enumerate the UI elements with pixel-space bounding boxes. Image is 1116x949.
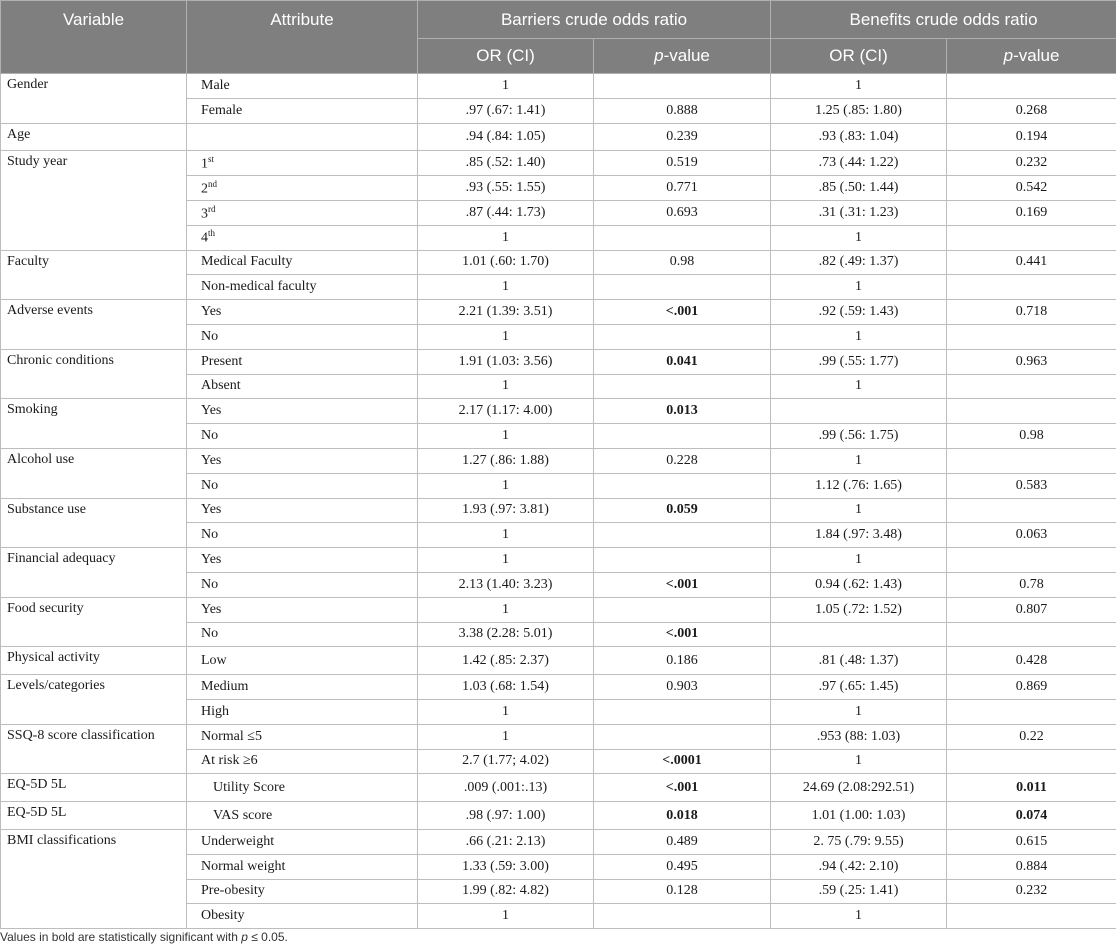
table-row bbox=[1, 123, 1116, 151]
cell-barriers-p-value: 0.228 bbox=[594, 448, 771, 473]
attribute-text: Non-medical faculty bbox=[201, 279, 317, 295]
cell-barriers-p-value bbox=[594, 74, 771, 99]
cell-benefits-p-value: 0.22 bbox=[947, 724, 1116, 749]
cell-benefits-or-ci: 1.84 (.97: 3.48) bbox=[771, 523, 947, 548]
cell-variable: SSQ-8 score classification bbox=[1, 724, 187, 774]
cell-barriers-p-value: 0.693 bbox=[594, 200, 771, 225]
table-row bbox=[1, 151, 1116, 176]
cell-benefits-or-ci: .92 (.59: 1.43) bbox=[771, 300, 947, 325]
cell-attribute bbox=[187, 349, 418, 374]
cell-variable: Adverse events bbox=[1, 300, 187, 350]
cell-benefits-or-ci bbox=[771, 399, 947, 424]
cell-barriers-or-ci: 1.03 (.68: 1.54) bbox=[418, 675, 594, 700]
cell-attribute bbox=[187, 498, 418, 523]
table-row bbox=[1, 597, 1116, 622]
cell-attribute bbox=[187, 424, 418, 449]
cell-variable: Smoking bbox=[1, 399, 187, 449]
cell-benefits-or-ci: 1 bbox=[771, 324, 947, 349]
table-row bbox=[1, 647, 1116, 675]
cell-attribute bbox=[187, 473, 418, 498]
cell-barriers-or-ci: 2.17 (1.17: 4.00) bbox=[418, 399, 594, 424]
cell-barriers-or-ci: .98 (.97: 1.00) bbox=[418, 802, 594, 830]
cell-variable: Financial adequacy bbox=[1, 548, 187, 598]
cell-attribute bbox=[187, 300, 418, 325]
table-row bbox=[1, 250, 1116, 275]
ordinal-suffix: rd bbox=[208, 203, 216, 214]
cell-benefits-or-ci: .82 (.49: 1.37) bbox=[771, 250, 947, 275]
p-suffix: -value bbox=[1013, 46, 1060, 65]
header-benefits-p-value bbox=[947, 39, 1116, 74]
cell-variable: BMI classifications bbox=[1, 829, 187, 928]
cell-variable: Study year bbox=[1, 151, 187, 250]
p-italic: p bbox=[654, 46, 664, 65]
cell-barriers-p-value: <.001 bbox=[594, 300, 771, 325]
cell-benefits-p-value: 0.428 bbox=[947, 647, 1116, 675]
cell-barriers-or-ci: 1 bbox=[418, 275, 594, 300]
cell-benefits-p-value: 0.011 bbox=[947, 774, 1116, 802]
cell-variable: Substance use bbox=[1, 498, 187, 548]
cell-attribute bbox=[187, 724, 418, 749]
cell-barriers-or-ci: 1 bbox=[418, 904, 594, 929]
cell-attribute bbox=[187, 250, 418, 275]
cell-benefits-p-value bbox=[947, 374, 1116, 399]
cell-barriers-or-ci: 1.33 (.59: 3.00) bbox=[418, 854, 594, 879]
cell-attribute bbox=[187, 572, 418, 597]
cell-barriers-p-value bbox=[594, 374, 771, 399]
cell-barriers-p-value: 0.888 bbox=[594, 98, 771, 123]
cell-benefits-p-value bbox=[947, 548, 1116, 573]
cell-benefits-p-value: 0.884 bbox=[947, 854, 1116, 879]
table-body bbox=[1, 74, 1116, 929]
cell-attribute bbox=[187, 123, 418, 151]
cell-benefits-p-value: 0.615 bbox=[947, 829, 1116, 854]
cell-barriers-p-value bbox=[594, 275, 771, 300]
attribute-text: No bbox=[201, 626, 219, 642]
cell-benefits-or-ci: .94 (.42: 2.10) bbox=[771, 854, 947, 879]
cell-variable: Levels/categories bbox=[1, 675, 187, 725]
cell-benefits-p-value: 0.169 bbox=[947, 200, 1116, 225]
cell-barriers-or-ci: .97 (.67: 1.41) bbox=[418, 98, 594, 123]
cell-attribute bbox=[187, 802, 418, 830]
cell-barriers-or-ci: 2.13 (1.40: 3.23) bbox=[418, 572, 594, 597]
footnote bbox=[0, 930, 288, 944]
header-benefits-or-ci: OR (CI) bbox=[771, 39, 947, 74]
cell-barriers-or-ci: 1 bbox=[418, 597, 594, 622]
cell-variable: Chronic conditions bbox=[1, 349, 187, 399]
header-barriers-p-value bbox=[594, 39, 771, 74]
attribute-text: Absent bbox=[201, 378, 241, 394]
cell-benefits-or-ci: 1.01 (1.00: 1.03) bbox=[771, 802, 947, 830]
cell-benefits-or-ci: 24.69 (2.08:292.51) bbox=[771, 774, 947, 802]
header-barriers-or-ci: OR (CI) bbox=[418, 39, 594, 74]
cell-barriers-or-ci: 2.7 (1.77; 4.02) bbox=[418, 749, 594, 774]
cell-barriers-p-value: 0.239 bbox=[594, 123, 771, 151]
cell-barriers-or-ci: 1 bbox=[418, 548, 594, 573]
header-benefits: Benefits crude odds ratio bbox=[771, 1, 1116, 39]
cell-benefits-p-value bbox=[947, 699, 1116, 724]
cell-benefits-p-value: 0.194 bbox=[947, 123, 1116, 151]
cell-barriers-p-value bbox=[594, 724, 771, 749]
cell-benefits-or-ci: .59 (.25: 1.41) bbox=[771, 879, 947, 904]
cell-variable: Alcohol use bbox=[1, 448, 187, 498]
attribute-text: No bbox=[201, 527, 219, 543]
cell-attribute bbox=[187, 829, 418, 854]
cell-barriers-or-ci: .009 (.001:.13) bbox=[418, 774, 594, 802]
table-row bbox=[1, 74, 1116, 99]
cell-attribute bbox=[187, 200, 418, 225]
attribute-text: Utility Score bbox=[213, 779, 285, 795]
attribute-text: Obesity bbox=[201, 908, 245, 924]
attribute-text: Normal ≤5 bbox=[201, 728, 262, 744]
cell-barriers-or-ci: .87 (.44: 1.73) bbox=[418, 200, 594, 225]
cell-attribute bbox=[187, 548, 418, 573]
cell-barriers-or-ci: 1.42 (.85: 2.37) bbox=[418, 647, 594, 675]
cell-benefits-or-ci: .99 (.56: 1.75) bbox=[771, 424, 947, 449]
cell-barriers-or-ci: 1 bbox=[418, 74, 594, 99]
cell-attribute bbox=[187, 647, 418, 675]
footnote-suffix: ≤ 0.05. bbox=[247, 930, 288, 944]
cell-barriers-p-value bbox=[594, 699, 771, 724]
attribute-text: Yes bbox=[201, 502, 222, 518]
attribute-text: 3 bbox=[201, 206, 208, 222]
attribute-text: Yes bbox=[201, 552, 222, 568]
cell-benefits-p-value: 0.963 bbox=[947, 349, 1116, 374]
cell-variable: Faculty bbox=[1, 250, 187, 300]
cell-benefits-or-ci: 1.25 (.85: 1.80) bbox=[771, 98, 947, 123]
cell-benefits-or-ci: .93 (.83: 1.04) bbox=[771, 123, 947, 151]
cell-benefits-p-value: 0.232 bbox=[947, 151, 1116, 176]
cell-benefits-p-value bbox=[947, 904, 1116, 929]
attribute-text: High bbox=[201, 703, 229, 719]
cell-attribute bbox=[187, 275, 418, 300]
attribute-text: No bbox=[201, 477, 219, 493]
cell-barriers-p-value: <.001 bbox=[594, 622, 771, 647]
cell-benefits-or-ci: 2. 75 (.79: 9.55) bbox=[771, 829, 947, 854]
attribute-text: Medical Faculty bbox=[201, 254, 293, 270]
cell-barriers-or-ci: .85 (.52: 1.40) bbox=[418, 151, 594, 176]
cell-barriers-or-ci: 1 bbox=[418, 523, 594, 548]
cell-barriers-p-value: 0.186 bbox=[594, 647, 771, 675]
cell-attribute bbox=[187, 622, 418, 647]
cell-barriers-p-value bbox=[594, 424, 771, 449]
attribute-text: 1 bbox=[201, 156, 208, 172]
table-row bbox=[1, 829, 1116, 854]
cell-barriers-or-ci: 1 bbox=[418, 699, 594, 724]
cell-barriers-or-ci: 1 bbox=[418, 473, 594, 498]
cell-benefits-or-ci: 1 bbox=[771, 275, 947, 300]
cell-barriers-p-value: 0.903 bbox=[594, 675, 771, 700]
cell-attribute bbox=[187, 749, 418, 774]
cell-benefits-or-ci: .73 (.44: 1.22) bbox=[771, 151, 947, 176]
cell-benefits-or-ci: 1 bbox=[771, 749, 947, 774]
cell-attribute bbox=[187, 98, 418, 123]
cell-benefits-or-ci: 1 bbox=[771, 374, 947, 399]
cell-benefits-or-ci: 1 bbox=[771, 548, 947, 573]
cell-barriers-or-ci: .93 (.55: 1.55) bbox=[418, 176, 594, 201]
attribute-text: At risk ≥6 bbox=[201, 753, 258, 769]
cell-benefits-p-value: 0.807 bbox=[947, 597, 1116, 622]
attribute-text: 4 bbox=[201, 231, 208, 246]
table-row bbox=[1, 399, 1116, 424]
attribute-text: No bbox=[201, 576, 219, 592]
cell-benefits-p-value: 0.063 bbox=[947, 523, 1116, 548]
header-variable: Variable bbox=[1, 1, 187, 74]
cell-benefits-or-ci: 1 bbox=[771, 448, 947, 473]
cell-attribute bbox=[187, 324, 418, 349]
cell-barriers-p-value: 0.495 bbox=[594, 854, 771, 879]
attribute-text: Medium bbox=[201, 679, 249, 695]
cell-barriers-or-ci: 1 bbox=[418, 225, 594, 250]
cell-barriers-p-value bbox=[594, 473, 771, 498]
cell-benefits-p-value: 0.718 bbox=[947, 300, 1116, 325]
ordinal-suffix: th bbox=[208, 228, 216, 239]
cell-benefits-or-ci: 1 bbox=[771, 904, 947, 929]
cell-benefits-p-value bbox=[947, 324, 1116, 349]
table-row bbox=[1, 448, 1116, 473]
cell-barriers-p-value: 0.059 bbox=[594, 498, 771, 523]
cell-barriers-p-value bbox=[594, 324, 771, 349]
cell-attribute bbox=[187, 904, 418, 929]
cell-benefits-or-ci: 1 bbox=[771, 225, 947, 250]
cell-barriers-or-ci: 1.91 (1.03: 3.56) bbox=[418, 349, 594, 374]
cell-barriers-p-value bbox=[594, 548, 771, 573]
cell-benefits-or-ci: .953 (88: 1.03) bbox=[771, 724, 947, 749]
cell-attribute bbox=[187, 74, 418, 99]
ordinal-suffix: nd bbox=[208, 178, 217, 189]
cell-attribute bbox=[187, 879, 418, 904]
attribute-text: Yes bbox=[201, 403, 222, 419]
cell-benefits-p-value: 0.98 bbox=[947, 424, 1116, 449]
cell-barriers-p-value bbox=[594, 225, 771, 250]
cell-variable: Age bbox=[1, 123, 187, 151]
cell-barriers-or-ci: 1.01 (.60: 1.70) bbox=[418, 250, 594, 275]
attribute-text: Yes bbox=[201, 601, 222, 617]
table-row bbox=[1, 349, 1116, 374]
attribute-text: Underweight bbox=[201, 833, 275, 849]
p-suffix: -value bbox=[663, 46, 710, 65]
cell-barriers-p-value: <.001 bbox=[594, 774, 771, 802]
cell-benefits-p-value bbox=[947, 622, 1116, 647]
cell-attribute bbox=[187, 675, 418, 700]
cell-barriers-p-value: 0.771 bbox=[594, 176, 771, 201]
cell-benefits-or-ci: .81 (.48: 1.37) bbox=[771, 647, 947, 675]
cell-benefits-p-value bbox=[947, 74, 1116, 99]
header-attribute: Attribute bbox=[187, 1, 418, 74]
cell-benefits-p-value: 0.78 bbox=[947, 572, 1116, 597]
cell-benefits-or-ci: .31 (.31: 1.23) bbox=[771, 200, 947, 225]
cell-attribute bbox=[187, 374, 418, 399]
cell-benefits-p-value bbox=[947, 275, 1116, 300]
cell-benefits-p-value: 0.869 bbox=[947, 675, 1116, 700]
cell-variable: Physical activity bbox=[1, 647, 187, 675]
cell-barriers-or-ci: 1 bbox=[418, 424, 594, 449]
attribute-text: Present bbox=[201, 353, 243, 369]
cell-benefits-or-ci: .99 (.55: 1.77) bbox=[771, 349, 947, 374]
cell-benefits-p-value: 0.542 bbox=[947, 176, 1116, 201]
cell-benefits-p-value: 0.441 bbox=[947, 250, 1116, 275]
cell-attribute bbox=[187, 523, 418, 548]
attribute-text: No bbox=[201, 328, 219, 344]
attribute-text: No bbox=[201, 428, 219, 444]
cell-barriers-or-ci: 1.27 (.86: 1.88) bbox=[418, 448, 594, 473]
table-row bbox=[1, 498, 1116, 523]
cell-benefits-p-value bbox=[947, 749, 1116, 774]
footnote-prefix: Values in bold are statistically significant with bbox=[0, 930, 242, 944]
cell-barriers-p-value: 0.519 bbox=[594, 151, 771, 176]
table-row bbox=[1, 724, 1116, 749]
table-row bbox=[1, 802, 1116, 830]
cell-barriers-or-ci: 1 bbox=[418, 724, 594, 749]
cell-attribute bbox=[187, 225, 418, 250]
cell-barriers-p-value: 0.041 bbox=[594, 349, 771, 374]
cell-barriers-or-ci: 1 bbox=[418, 374, 594, 399]
table-row bbox=[1, 774, 1116, 802]
cell-attribute bbox=[187, 176, 418, 201]
cell-benefits-or-ci: 1 bbox=[771, 74, 947, 99]
cell-barriers-p-value: 0.128 bbox=[594, 879, 771, 904]
cell-barriers-p-value: <.0001 bbox=[594, 749, 771, 774]
footnote-p: p bbox=[241, 930, 248, 944]
cell-barriers-or-ci: 1.99 (.82: 4.82) bbox=[418, 879, 594, 904]
cell-barriers-p-value bbox=[594, 904, 771, 929]
cell-attribute bbox=[187, 699, 418, 724]
attribute-text: Yes bbox=[201, 304, 222, 320]
cell-attribute bbox=[187, 854, 418, 879]
table-row bbox=[1, 675, 1116, 700]
cell-barriers-p-value: <.001 bbox=[594, 572, 771, 597]
attribute-text: Female bbox=[201, 102, 243, 118]
cell-barriers-p-value: 0.018 bbox=[594, 802, 771, 830]
cell-benefits-p-value: 0.268 bbox=[947, 98, 1116, 123]
cell-benefits-p-value bbox=[947, 399, 1116, 424]
cell-benefits-p-value bbox=[947, 498, 1116, 523]
cell-attribute bbox=[187, 597, 418, 622]
attribute-text: Normal weight bbox=[201, 858, 286, 874]
attribute-text: Low bbox=[201, 652, 227, 668]
header-barriers: Barriers crude odds ratio bbox=[418, 1, 771, 39]
cell-variable: EQ-5D 5L bbox=[1, 802, 187, 830]
cell-barriers-p-value: 0.98 bbox=[594, 250, 771, 275]
cell-barriers-p-value: 0.013 bbox=[594, 399, 771, 424]
cell-barriers-p-value: 0.489 bbox=[594, 829, 771, 854]
attribute-text: 2 bbox=[201, 181, 208, 197]
cell-barriers-or-ci: .94 (.84: 1.05) bbox=[418, 123, 594, 151]
cell-benefits-or-ci: 0.94 (.62: 1.43) bbox=[771, 572, 947, 597]
cell-benefits-p-value: 0.232 bbox=[947, 879, 1116, 904]
cell-benefits-p-value: 0.583 bbox=[947, 473, 1116, 498]
cell-benefits-or-ci: 1.05 (.72: 1.52) bbox=[771, 597, 947, 622]
cell-variable: EQ-5D 5L bbox=[1, 774, 187, 802]
cell-barriers-or-ci: 1 bbox=[418, 324, 594, 349]
cell-variable: Food security bbox=[1, 597, 187, 647]
cell-barriers-p-value bbox=[594, 597, 771, 622]
cell-benefits-or-ci: .97 (.65: 1.45) bbox=[771, 675, 947, 700]
cell-benefits-or-ci: 1 bbox=[771, 498, 947, 523]
cell-benefits-p-value: 0.074 bbox=[947, 802, 1116, 830]
attribute-text: Yes bbox=[201, 452, 222, 468]
cell-benefits-or-ci bbox=[771, 622, 947, 647]
ordinal-suffix: st bbox=[208, 153, 215, 164]
cell-barriers-or-ci: 1.93 (.97: 3.81) bbox=[418, 498, 594, 523]
cell-barriers-or-ci: .66 (.21: 2.13) bbox=[418, 829, 594, 854]
cell-attribute bbox=[187, 151, 418, 176]
table-row bbox=[1, 300, 1116, 325]
table-row bbox=[1, 548, 1116, 573]
cell-attribute bbox=[187, 774, 418, 802]
cell-attribute bbox=[187, 448, 418, 473]
cell-barriers-or-ci: 2.21 (1.39: 3.51) bbox=[418, 300, 594, 325]
cell-variable: Gender bbox=[1, 74, 187, 124]
p-italic: p bbox=[1003, 46, 1014, 65]
cell-barriers-p-value bbox=[594, 523, 771, 548]
cell-barriers-or-ci: 3.38 (2.28: 5.01) bbox=[418, 622, 594, 647]
attribute-text: Male bbox=[201, 77, 230, 93]
attribute-text: Pre-obesity bbox=[201, 883, 265, 899]
cell-benefits-or-ci: 1 bbox=[771, 699, 947, 724]
cell-benefits-or-ci: 1.12 (.76: 1.65) bbox=[771, 473, 947, 498]
cell-benefits-p-value bbox=[947, 448, 1116, 473]
attribute-text: VAS score bbox=[213, 807, 273, 823]
cell-attribute bbox=[187, 399, 418, 424]
cell-benefits-or-ci: .85 (.50: 1.44) bbox=[771, 176, 947, 201]
cell-benefits-p-value bbox=[947, 225, 1116, 250]
